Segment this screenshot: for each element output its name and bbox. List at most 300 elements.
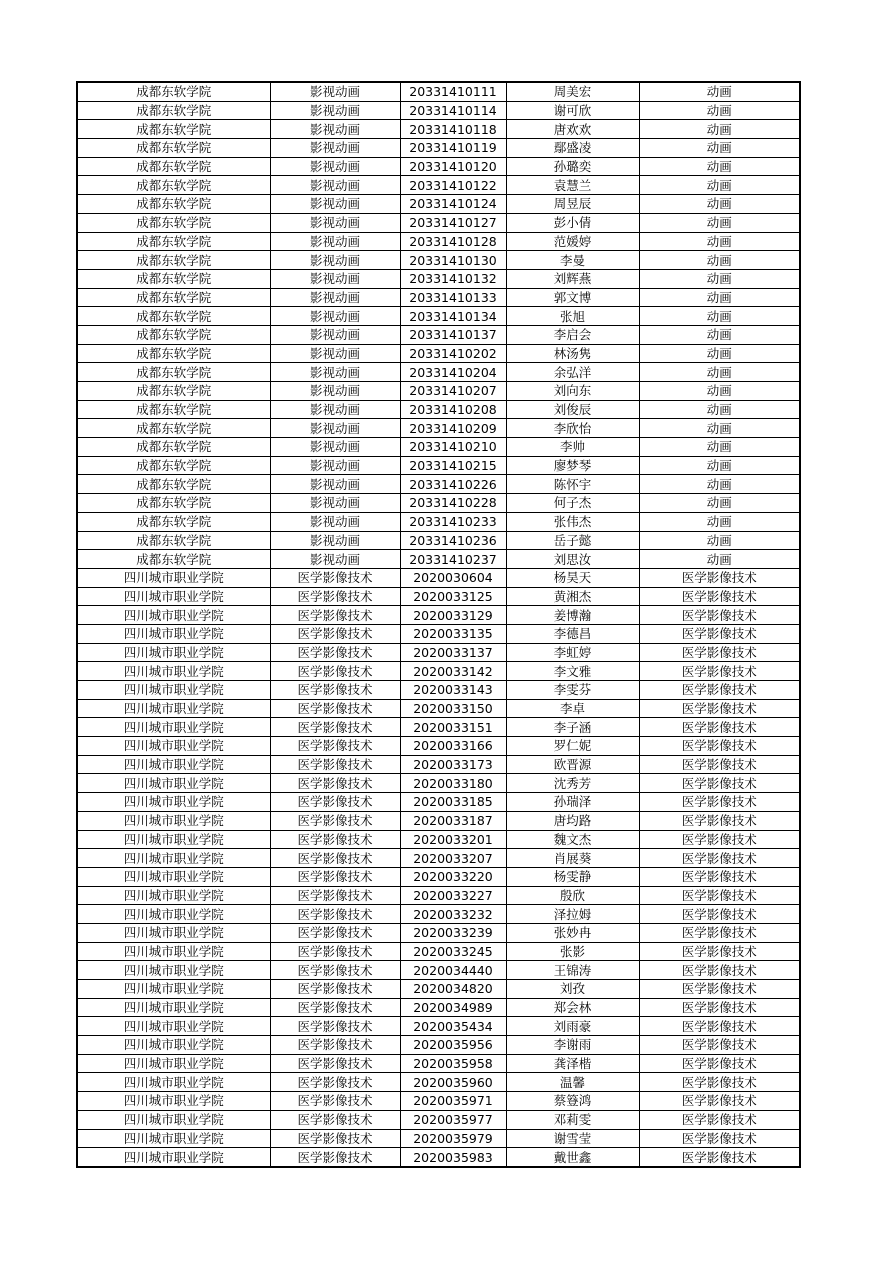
department-cell: 医学影像技术 (270, 624, 400, 643)
student-id-cell: 2020033180 (400, 774, 506, 793)
major-cell: 医学影像技术 (639, 681, 800, 700)
school-cell: 四川城市职业学院 (77, 886, 270, 905)
department-cell: 医学影像技术 (270, 662, 400, 681)
table-row (77, 1148, 800, 1167)
major-cell: 动画 (639, 232, 800, 251)
name-cell: 李谢雨 (506, 1036, 639, 1055)
student-id-cell: 2020033129 (400, 606, 506, 625)
name-cell: 李虹婷 (506, 643, 639, 662)
department-cell: 医学影像技术 (270, 1036, 400, 1055)
school-cell: 四川城市职业学院 (77, 811, 270, 830)
school-cell: 四川城市职业学院 (77, 606, 270, 625)
table-body (77, 82, 800, 1167)
table-row (77, 400, 800, 419)
name-cell: 邓莉雯 (506, 1110, 639, 1129)
major-cell: 医学影像技术 (639, 606, 800, 625)
school-cell: 成都东软学院 (77, 438, 270, 457)
name-cell: 温馨 (506, 1073, 639, 1092)
major-cell: 动画 (639, 288, 800, 307)
school-cell: 四川城市职业学院 (77, 1017, 270, 1036)
major-cell: 医学影像技术 (639, 1036, 800, 1055)
name-cell: 李欣怡 (506, 419, 639, 438)
major-cell: 医学影像技术 (639, 624, 800, 643)
school-cell: 四川城市职业学院 (77, 942, 270, 961)
department-cell: 医学影像技术 (270, 718, 400, 737)
table-row (77, 568, 800, 587)
school-cell: 成都东软学院 (77, 419, 270, 438)
major-cell: 动画 (639, 269, 800, 288)
name-cell: 郭文博 (506, 288, 639, 307)
major-cell: 动画 (639, 475, 800, 494)
student-id-cell: 20331410236 (400, 531, 506, 550)
name-cell: 陈怀宇 (506, 475, 639, 494)
student-id-cell: 20331410134 (400, 307, 506, 326)
major-cell: 动画 (639, 120, 800, 139)
table-row (77, 251, 800, 270)
major-cell: 动画 (639, 101, 800, 120)
student-roster-table (76, 81, 801, 1168)
department-cell: 影视动画 (270, 232, 400, 251)
name-cell: 张旭 (506, 307, 639, 326)
school-cell: 成都东软学院 (77, 195, 270, 214)
major-cell: 医学影像技术 (639, 905, 800, 924)
major-cell: 医学影像技术 (639, 587, 800, 606)
major-cell: 动画 (639, 325, 800, 344)
major-cell: 医学影像技术 (639, 568, 800, 587)
table-row (77, 512, 800, 531)
name-cell: 谢雪莹 (506, 1129, 639, 1148)
major-cell: 医学影像技术 (639, 1092, 800, 1111)
student-id-cell: 2020035977 (400, 1110, 506, 1129)
name-cell: 姜博瀚 (506, 606, 639, 625)
school-cell: 成都东软学院 (77, 139, 270, 158)
school-cell: 成都东软学院 (77, 400, 270, 419)
table-row (77, 176, 800, 195)
student-id-cell: 20331410204 (400, 363, 506, 382)
name-cell: 刘雨豪 (506, 1017, 639, 1036)
school-cell: 四川城市职业学院 (77, 998, 270, 1017)
school-cell: 四川城市职业学院 (77, 830, 270, 849)
school-cell: 成都东软学院 (77, 251, 270, 270)
major-cell: 动画 (639, 550, 800, 569)
school-cell: 四川城市职业学院 (77, 849, 270, 868)
student-id-cell: 2020035434 (400, 1017, 506, 1036)
school-cell: 成都东软学院 (77, 120, 270, 139)
department-cell: 医学影像技术 (270, 849, 400, 868)
department-cell: 影视动画 (270, 494, 400, 513)
school-cell: 四川城市职业学院 (77, 624, 270, 643)
name-cell: 张伟杰 (506, 512, 639, 531)
table-row (77, 699, 800, 718)
department-cell: 医学影像技术 (270, 643, 400, 662)
department-cell: 影视动画 (270, 400, 400, 419)
table-row (77, 905, 800, 924)
name-cell: 李曼 (506, 251, 639, 270)
table-row (77, 232, 800, 251)
table-row (77, 550, 800, 569)
table-row (77, 288, 800, 307)
student-id-cell: 20331410118 (400, 120, 506, 139)
major-cell: 动画 (639, 400, 800, 419)
department-cell: 影视动画 (270, 307, 400, 326)
student-id-cell: 2020034440 (400, 961, 506, 980)
school-cell: 四川城市职业学院 (77, 568, 270, 587)
student-id-cell: 20331410207 (400, 382, 506, 401)
table-row (77, 1129, 800, 1148)
table-row (77, 643, 800, 662)
department-cell: 医学影像技术 (270, 774, 400, 793)
major-cell: 动画 (639, 494, 800, 513)
major-cell: 医学影像技术 (639, 755, 800, 774)
department-cell: 影视动画 (270, 101, 400, 120)
major-cell: 动画 (639, 157, 800, 176)
student-id-cell: 2020033220 (400, 867, 506, 886)
department-cell: 医学影像技术 (270, 961, 400, 980)
table-row (77, 662, 800, 681)
name-cell: 张影 (506, 942, 639, 961)
department-cell: 影视动画 (270, 288, 400, 307)
student-id-cell: 20331410208 (400, 400, 506, 419)
school-cell: 成都东软学院 (77, 475, 270, 494)
student-id-cell: 20331410209 (400, 419, 506, 438)
school-cell: 四川城市职业学院 (77, 1036, 270, 1055)
table-row (77, 774, 800, 793)
name-cell: 李文雅 (506, 662, 639, 681)
school-cell: 四川城市职业学院 (77, 961, 270, 980)
department-cell: 影视动画 (270, 213, 400, 232)
student-id-cell: 2020033137 (400, 643, 506, 662)
school-cell: 成都东软学院 (77, 550, 270, 569)
school-cell: 四川城市职业学院 (77, 662, 270, 681)
student-id-cell: 2020033227 (400, 886, 506, 905)
table-row (77, 307, 800, 326)
name-cell: 张妙冉 (506, 923, 639, 942)
name-cell: 欧晋源 (506, 755, 639, 774)
name-cell: 刘辉燕 (506, 269, 639, 288)
student-id-cell: 2020034820 (400, 980, 506, 999)
student-id-cell: 2020033201 (400, 830, 506, 849)
name-cell: 魏文杰 (506, 830, 639, 849)
major-cell: 医学影像技术 (639, 1148, 800, 1167)
department-cell: 影视动画 (270, 363, 400, 382)
student-id-cell: 2020035971 (400, 1092, 506, 1111)
school-cell: 四川城市职业学院 (77, 905, 270, 924)
table-row (77, 157, 800, 176)
department-cell: 医学影像技术 (270, 1054, 400, 1073)
major-cell: 动画 (639, 307, 800, 326)
table-row (77, 101, 800, 120)
school-cell: 四川城市职业学院 (77, 737, 270, 756)
major-cell: 动画 (639, 176, 800, 195)
department-cell: 医学影像技术 (270, 1092, 400, 1111)
student-id-cell: 20331410111 (400, 82, 506, 101)
department-cell: 影视动画 (270, 419, 400, 438)
name-cell: 李子涵 (506, 718, 639, 737)
name-cell: 何子杰 (506, 494, 639, 513)
department-cell: 影视动画 (270, 456, 400, 475)
student-id-cell: 20331410133 (400, 288, 506, 307)
school-cell: 成都东软学院 (77, 494, 270, 513)
name-cell: 李德昌 (506, 624, 639, 643)
major-cell: 医学影像技术 (639, 830, 800, 849)
table-row (77, 849, 800, 868)
school-cell: 成都东软学院 (77, 325, 270, 344)
major-cell: 动画 (639, 213, 800, 232)
table-row (77, 624, 800, 643)
name-cell: 谢可欣 (506, 101, 639, 120)
student-id-cell: 2020033185 (400, 793, 506, 812)
table-row (77, 961, 800, 980)
table-row (77, 363, 800, 382)
table-row (77, 830, 800, 849)
table-row (77, 419, 800, 438)
table-row (77, 606, 800, 625)
name-cell: 殷欣 (506, 886, 639, 905)
department-cell: 医学影像技术 (270, 737, 400, 756)
name-cell: 孙瑞泽 (506, 793, 639, 812)
major-cell: 动画 (639, 139, 800, 158)
school-cell: 四川城市职业学院 (77, 1092, 270, 1111)
school-cell: 四川城市职业学院 (77, 718, 270, 737)
school-cell: 成都东软学院 (77, 101, 270, 120)
student-id-cell: 2020033143 (400, 681, 506, 700)
table-row (77, 718, 800, 737)
department-cell: 医学影像技术 (270, 830, 400, 849)
department-cell: 影视动画 (270, 176, 400, 195)
name-cell: 林汤隽 (506, 344, 639, 363)
name-cell: 黄湘杰 (506, 587, 639, 606)
major-cell: 医学影像技术 (639, 718, 800, 737)
name-cell: 杨雯静 (506, 867, 639, 886)
table-row (77, 980, 800, 999)
school-cell: 四川城市职业学院 (77, 867, 270, 886)
major-cell: 动画 (639, 531, 800, 550)
department-cell: 医学影像技术 (270, 905, 400, 924)
department-cell: 影视动画 (270, 512, 400, 531)
school-cell: 四川城市职业学院 (77, 643, 270, 662)
department-cell: 影视动画 (270, 157, 400, 176)
school-cell: 成都东软学院 (77, 157, 270, 176)
student-id-cell: 2020033187 (400, 811, 506, 830)
major-cell: 医学影像技术 (639, 1073, 800, 1092)
name-cell: 唐均路 (506, 811, 639, 830)
student-id-cell: 2020033142 (400, 662, 506, 681)
major-cell: 动画 (639, 195, 800, 214)
major-cell: 医学影像技术 (639, 699, 800, 718)
major-cell: 医学影像技术 (639, 867, 800, 886)
student-id-cell: 2020033135 (400, 624, 506, 643)
table-row (77, 923, 800, 942)
student-id-cell: 20331410228 (400, 494, 506, 513)
student-id-cell: 2020033173 (400, 755, 506, 774)
major-cell: 医学影像技术 (639, 849, 800, 868)
department-cell: 医学影像技术 (270, 998, 400, 1017)
student-id-cell: 2020035983 (400, 1148, 506, 1167)
major-cell: 医学影像技术 (639, 793, 800, 812)
student-id-cell: 20331410237 (400, 550, 506, 569)
school-cell: 成都东软学院 (77, 382, 270, 401)
name-cell: 刘思汝 (506, 550, 639, 569)
major-cell: 医学影像技术 (639, 1110, 800, 1129)
school-cell: 成都东软学院 (77, 363, 270, 382)
name-cell: 廖梦琴 (506, 456, 639, 475)
department-cell: 医学影像技术 (270, 1017, 400, 1036)
table-row (77, 755, 800, 774)
school-cell: 成都东软学院 (77, 213, 270, 232)
name-cell: 李卓 (506, 699, 639, 718)
school-cell: 四川城市职业学院 (77, 1110, 270, 1129)
department-cell: 影视动画 (270, 550, 400, 569)
major-cell: 动画 (639, 251, 800, 270)
table-row (77, 475, 800, 494)
department-cell: 医学影像技术 (270, 1148, 400, 1167)
department-cell: 医学影像技术 (270, 681, 400, 700)
table-row (77, 438, 800, 457)
table-row (77, 681, 800, 700)
name-cell: 刘俊辰 (506, 400, 639, 419)
school-cell: 成都东软学院 (77, 307, 270, 326)
major-cell: 医学影像技术 (639, 980, 800, 999)
name-cell: 罗仁妮 (506, 737, 639, 756)
school-cell: 成都东软学院 (77, 82, 270, 101)
school-cell: 成都东软学院 (77, 232, 270, 251)
school-cell: 四川城市职业学院 (77, 923, 270, 942)
school-cell: 四川城市职业学院 (77, 980, 270, 999)
department-cell: 影视动画 (270, 139, 400, 158)
table-row (77, 494, 800, 513)
school-cell: 四川城市职业学院 (77, 1148, 270, 1167)
student-id-cell: 20331410130 (400, 251, 506, 270)
table-row (77, 344, 800, 363)
name-cell: 周昱辰 (506, 195, 639, 214)
table-row (77, 1092, 800, 1111)
student-id-cell: 20331410233 (400, 512, 506, 531)
student-id-cell: 20331410210 (400, 438, 506, 457)
department-cell: 影视动画 (270, 195, 400, 214)
school-cell: 成都东软学院 (77, 269, 270, 288)
student-id-cell: 2020035960 (400, 1073, 506, 1092)
name-cell: 孙璐奕 (506, 157, 639, 176)
department-cell: 影视动画 (270, 382, 400, 401)
name-cell: 周美宏 (506, 82, 639, 101)
name-cell: 杨昊天 (506, 568, 639, 587)
school-cell: 四川城市职业学院 (77, 1054, 270, 1073)
school-cell: 四川城市职业学院 (77, 699, 270, 718)
table-row (77, 793, 800, 812)
student-id-cell: 2020033166 (400, 737, 506, 756)
name-cell: 沈秀芳 (506, 774, 639, 793)
name-cell: 李雯芬 (506, 681, 639, 700)
student-id-cell: 20331410215 (400, 456, 506, 475)
table-row (77, 213, 800, 232)
table-row (77, 1054, 800, 1073)
major-cell: 医学影像技术 (639, 886, 800, 905)
major-cell: 医学影像技术 (639, 737, 800, 756)
name-cell: 余弘洋 (506, 363, 639, 382)
table-row (77, 382, 800, 401)
major-cell: 动画 (639, 82, 800, 101)
table-row (77, 737, 800, 756)
school-cell: 成都东软学院 (77, 176, 270, 195)
major-cell: 医学影像技术 (639, 774, 800, 793)
student-id-cell: 20331410124 (400, 195, 506, 214)
school-cell: 成都东软学院 (77, 512, 270, 531)
department-cell: 医学影像技术 (270, 923, 400, 942)
department-cell: 医学影像技术 (270, 587, 400, 606)
table-row (77, 120, 800, 139)
department-cell: 医学影像技术 (270, 699, 400, 718)
student-id-cell: 2020033239 (400, 923, 506, 942)
school-cell: 四川城市职业学院 (77, 1073, 270, 1092)
name-cell: 李帅 (506, 438, 639, 457)
table-row (77, 456, 800, 475)
major-cell: 动画 (639, 456, 800, 475)
student-id-cell: 20331410128 (400, 232, 506, 251)
student-id-cell: 2020033151 (400, 718, 506, 737)
student-id-cell: 2020034989 (400, 998, 506, 1017)
name-cell: 岳子懿 (506, 531, 639, 550)
table-row (77, 942, 800, 961)
student-id-cell: 2020035979 (400, 1129, 506, 1148)
name-cell: 郑会林 (506, 998, 639, 1017)
department-cell: 影视动画 (270, 475, 400, 494)
school-cell: 四川城市职业学院 (77, 793, 270, 812)
major-cell: 医学影像技术 (639, 942, 800, 961)
student-id-cell: 20331410122 (400, 176, 506, 195)
table-row (77, 587, 800, 606)
major-cell: 动画 (639, 363, 800, 382)
student-id-cell: 20331410127 (400, 213, 506, 232)
major-cell: 动画 (639, 419, 800, 438)
department-cell: 影视动画 (270, 120, 400, 139)
table-row (77, 82, 800, 101)
school-cell: 成都东软学院 (77, 456, 270, 475)
student-id-cell: 20331410119 (400, 139, 506, 158)
department-cell: 医学影像技术 (270, 867, 400, 886)
department-cell: 影视动画 (270, 531, 400, 550)
department-cell: 医学影像技术 (270, 1129, 400, 1148)
department-cell: 影视动画 (270, 251, 400, 270)
student-id-cell: 2020033245 (400, 942, 506, 961)
major-cell: 医学影像技术 (639, 1054, 800, 1073)
major-cell: 医学影像技术 (639, 811, 800, 830)
department-cell: 医学影像技术 (270, 755, 400, 774)
student-id-cell: 2020033150 (400, 699, 506, 718)
student-id-cell: 20331410114 (400, 101, 506, 120)
department-cell: 医学影像技术 (270, 811, 400, 830)
school-cell: 成都东软学院 (77, 531, 270, 550)
department-cell: 影视动画 (270, 344, 400, 363)
department-cell: 影视动画 (270, 325, 400, 344)
department-cell: 医学影像技术 (270, 980, 400, 999)
student-id-cell: 20331410120 (400, 157, 506, 176)
department-cell: 影视动画 (270, 269, 400, 288)
department-cell: 医学影像技术 (270, 1110, 400, 1129)
major-cell: 动画 (639, 344, 800, 363)
department-cell: 医学影像技术 (270, 793, 400, 812)
name-cell: 泽拉姆 (506, 905, 639, 924)
name-cell: 刘孜 (506, 980, 639, 999)
major-cell: 医学影像技术 (639, 998, 800, 1017)
table-row (77, 1036, 800, 1055)
department-cell: 医学影像技术 (270, 606, 400, 625)
table-row (77, 998, 800, 1017)
major-cell: 医学影像技术 (639, 923, 800, 942)
student-id-cell: 2020035958 (400, 1054, 506, 1073)
table-row (77, 139, 800, 158)
name-cell: 彭小倩 (506, 213, 639, 232)
department-cell: 医学影像技术 (270, 1073, 400, 1092)
